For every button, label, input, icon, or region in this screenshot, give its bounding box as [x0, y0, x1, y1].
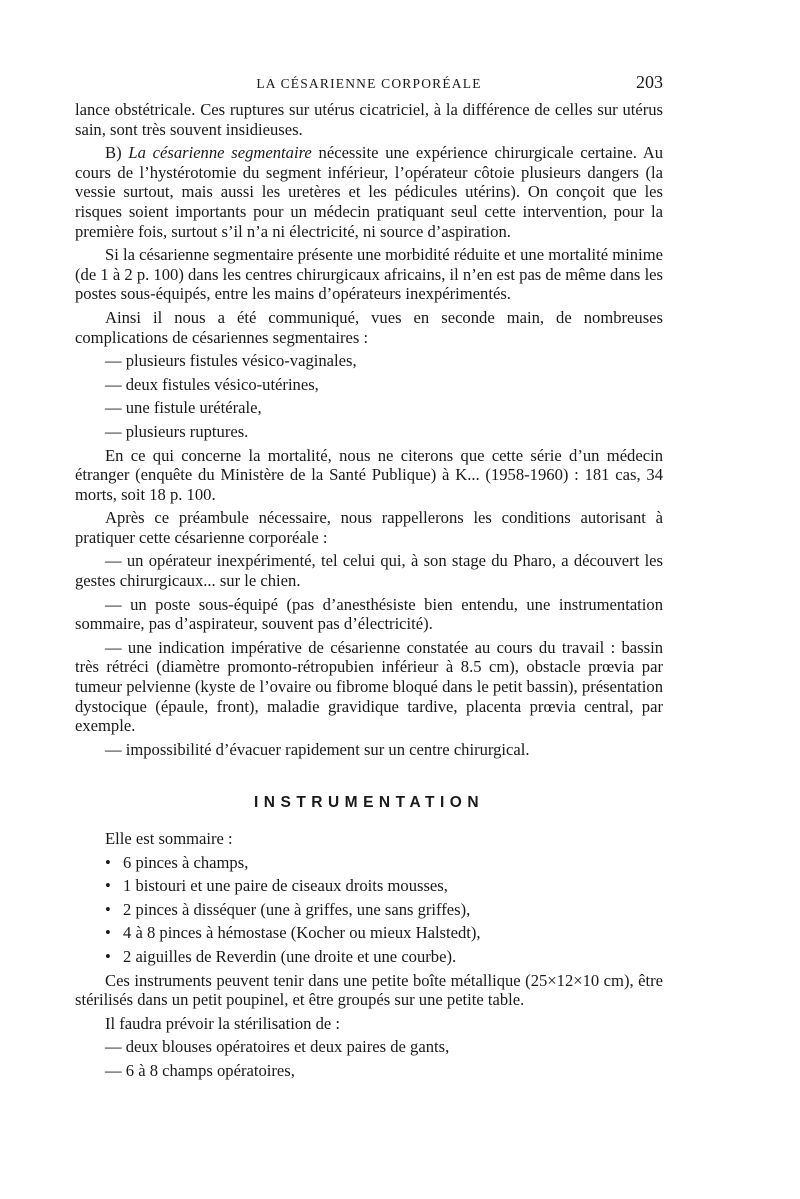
running-title: LA CÉSARIENNE CORPORÉALE	[256, 76, 482, 91]
page-number: 203	[636, 72, 663, 92]
instrumentation-intro: Elle est sommaire :	[105, 829, 233, 848]
bullet-icon: •	[105, 852, 111, 872]
list-item: • 4 à 8 pinces à hémostase (Kocher ou mieux Halstedt),	[105, 923, 481, 943]
list-item: • 2 pinces à disséquer (une à griffes, une sans griffes),	[105, 899, 471, 919]
list-item: — 6 à 8 champs opératoires,	[105, 1060, 295, 1080]
document-page	[75, 70, 663, 1085]
list-item: • 2 aiguilles de Reverdin (une droite et une courbe).	[105, 946, 457, 966]
instrument-list	[75, 853, 663, 967]
section-letter: B)	[105, 143, 129, 163]
paragraph-complications-intro: Ainsi il nous a été communiqué, vues en seconde main, de nombreuses complications de césariennes segmentaires :	[75, 307, 663, 347]
condition-item: — un opérateur inexpérimenté, tel celui qui, à son stage du Pharo, a découvert les gestes chirurgicaux... sur le chien.	[75, 551, 663, 591]
list-item: • 1 bistouri et une paire de ciseaux droits mousses,	[105, 876, 448, 896]
list-item: • 6 pinces à champs,	[105, 852, 249, 872]
section-title-instrumentation: INSTRUMENTATION	[253, 794, 485, 812]
paragraph-ruptures: lance obstétricale. Ces ruptures sur utérus cicatriciel, à la différence de celles sur utérus sain, sont très souvent insidieuses.	[75, 100, 663, 139]
list-item: — plusieurs ruptures.	[105, 421, 249, 441]
list-item: — une fistule urétérale,	[105, 398, 262, 418]
paragraph-conditions-intro: Après ce préambule nécessaire, nous rappellerons les conditions autorisant à pratiquer cette césarienne corporéale :	[75, 508, 663, 547]
bullet-icon: •	[105, 923, 111, 943]
condition-item: — un poste sous-équipé (pas d’anesthésiste bien entendu, une instrumentation sommaire, pas d’aspirateur, souvent pas d’électricité).	[75, 594, 663, 634]
condition-item: — une indication impérative de césarienne constatée au cours du travail : bassin très rétréci (diamètre promonto-rétropubien inférieur à 8.5 cm), obstacle prœvia par tumeur pelvienne (kyste de l’ovaire ou fibrome bloqué dans le petit bassin), présentation dystocique (épaule, front), maladie gravidique tardive, placenta prœvia central, par exemple.	[75, 637, 663, 736]
bullet-icon: •	[105, 876, 111, 896]
body-text	[75, 100, 663, 1081]
list-item: — plusieurs fistules vésico-vaginales,	[105, 351, 357, 371]
page-header	[75, 70, 663, 100]
complications-list	[75, 351, 663, 441]
list-item: — deux blouses opératoires et deux paires de gants,	[105, 1037, 450, 1057]
paragraph-cesarienne-segmentaire	[75, 143, 663, 241]
paragraph-morbidite: Si la césarienne segmentaire présente une morbidité réduite et une mortalité minime (de 1 à 2 p. 100) dans les centres chirurgicaux africains, il n’en est pas de même dans les postes sous-équipés, entre les mains d’opérateurs inexpérimentés.	[75, 245, 663, 304]
bullet-icon: •	[105, 946, 111, 966]
paragraph-mortalite: En ce qui concerne la mortalité, nous ne citerons que cette série d’un médecin étranger (enquête du Ministère de la Santé Publique) à K... (1958-1960) : 181 cas, 34 morts, soit 18 p. 100.	[75, 445, 663, 504]
paragraph-boite: Ces instruments peuvent tenir dans une petite boîte métallique (25×12×10 cm), être stérilisés dans un petit poupinel, et être groupés sur une petite table.	[75, 970, 663, 1010]
bullet-icon: •	[105, 899, 111, 919]
condition-item: — impossibilité d’évacuer rapidement sur un centre chirurgical.	[105, 739, 530, 759]
list-item: — deux fistules vésico-utérines,	[105, 374, 319, 394]
paragraph-text: nécessite une expérience chirurgicale certaine. Au cours de l’hystérotomie du segment inférieur, l’opérateur côtoie plusieurs dangers (la vessie surtout, mais aussi les uretères et les pédicules utérins). On conçoit que les risques soient importants pour un médecin pratiquant seul cette intervention, pour la première fois, surtout s’il n’a ni électricité, ni source d’aspiration.	[75, 143, 663, 241]
italic-term: La césarienne segmentaire	[128, 143, 312, 163]
paragraph-sterilisation: Il faudra prévoir la stérilisation de :	[105, 1013, 340, 1033]
